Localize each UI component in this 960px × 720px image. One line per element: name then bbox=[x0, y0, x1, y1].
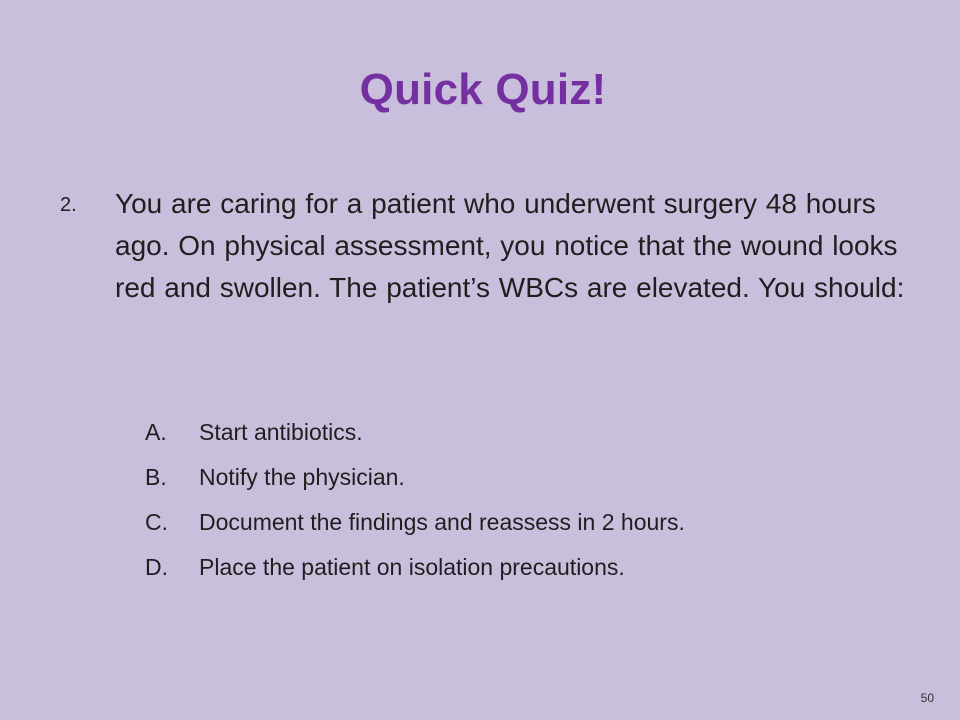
answer-option-letter: A. bbox=[145, 419, 167, 445]
answer-option-text: Start antibiotics. bbox=[199, 419, 363, 445]
answer-option-text: Notify the physician. bbox=[199, 464, 405, 490]
answer-options bbox=[145, 414, 905, 594]
slide-title: Quick Quiz! bbox=[359, 65, 607, 114]
answer-option-a[interactable] bbox=[145, 414, 905, 459]
answer-option-text: Place the patient on isolation precautions. bbox=[199, 554, 625, 580]
answer-option-b[interactable] bbox=[145, 459, 905, 504]
answer-option-text: Document the findings and reassess in 2 hours. bbox=[199, 509, 685, 535]
answer-option-letter: C. bbox=[145, 509, 168, 535]
answer-option-letter: B. bbox=[145, 464, 167, 490]
slide-page-number: 50 bbox=[920, 691, 934, 705]
question-text: You are caring for a patient who underwent surgery 48 hours ago. On physical assessment, you notice that the wound looks red and swollen. The patient’s WBCs are elevated. You should: bbox=[115, 188, 905, 303]
question-number: 2. bbox=[60, 194, 77, 216]
answer-option-c[interactable] bbox=[145, 504, 905, 549]
answer-option-letter: D. bbox=[145, 554, 168, 580]
answer-option-d[interactable] bbox=[145, 549, 905, 594]
